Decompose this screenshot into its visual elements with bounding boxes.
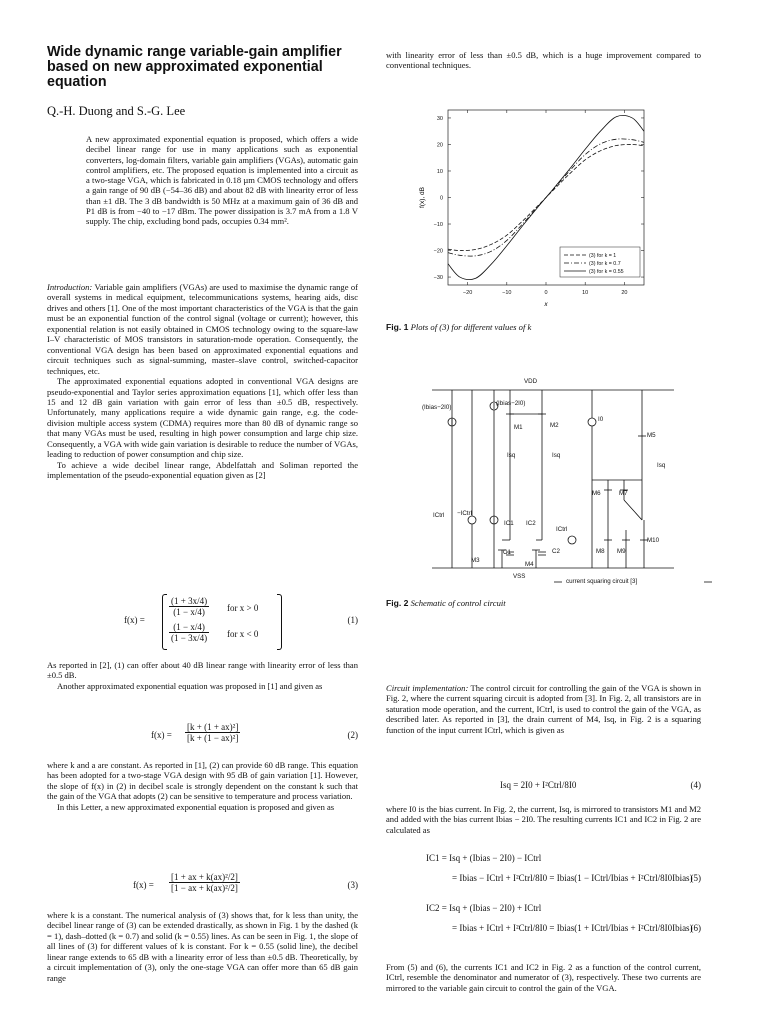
paragraph-after-eq3: where k is a constant. The numerical analysis of (3) shows that, for k less than unity, the decibel linear range of (3) can be extended drastically, as shown in Fig. 1 by the dashed (k = 1), dash–dotted (k = 0.7) and solid (k = 0.55) lines. As can be seen in Fig. 1, the slope of all lines of (3) for different values of k is constant. For k = 0.55 (solid line), the decibel linear range extends to 65 dB with a linearity error of less than ±0.5 dB. Theoretically, by a circuit implementation of (3), only the one-stage VGA can offer more than 65 dB gain range [47,910,358,983]
circuit-section [386,683,701,735]
label-m8: M8 [596,548,605,555]
label-m6: M6 [592,490,601,497]
transistor-m1 [506,390,514,450]
right-column-top-text: with linearity error of less than ±0.5 dB, which is a huge improvement compared to conventional techniques. [386,50,701,71]
circuit-paragraph-3: From (5) and (6), the currents IC1 and IC2 in Fig. 2 as a function of the control current, ICtrl, resemble the denominator and numerator of (3), respectively. These two currents are mirrored to the variable gain circuit to control the gain of the VGA. [386,962,701,993]
transistor-m10 [640,520,648,568]
fig1-y-tick-label: 20 [436,142,443,149]
body-after-eq1 [47,660,358,691]
eq5-line-2: = Ibias − ICtrl + I²Ctrl/8I0 = Ibias(1 − ICtrl/Ibias + I²Ctrl/8I0Ibias) [452,873,693,883]
fig1-y-tick-label: −10 [433,222,443,229]
fig1-legend-label: (3) for k = 0.55 [589,269,624,275]
intro-heading: Introduction: [47,282,93,292]
eq1-left-brace [162,594,167,650]
fig1-x-tick-label: 20 [621,290,628,296]
current-source-i0 [588,418,596,426]
equation-1 [47,594,358,650]
paper-title: Wide dynamic range variable-gain amplifier based on new approximated exponential equation [47,44,342,90]
eq1-case2-fraction: $\frac{(1 - x/4)}{(1 - 3x/4)}$ [171,622,208,643]
capacitor-c2 [538,450,546,555]
label-vdd: VDD [524,378,538,385]
eq2-lhs: f(x) = [151,730,172,740]
transistor-m2 [510,390,546,450]
fig2-caption-label: Fig. 2 [386,598,409,608]
intro-paragraph-3: To achieve a wide decibel linear range, Abdelfattah and Soliman reported the implementation of the pseudo-exponential equation given as [2] [47,459,358,481]
eq5-number: (5) [690,873,701,883]
fig1-caption-text: Plots of (3) for different values of k [410,322,532,332]
fig1-caption-label: Fig. 1 [386,322,409,332]
eq3-number: (3) [347,880,358,890]
equation-5 [386,853,701,895]
fig1-legend-label: (3) for k = 1 [589,253,617,259]
fig1-y-axis-label: f(x), dB [419,187,426,208]
paragraph-before-eq2: Another approximated exponential equation was proposed in [1] and given as [57,680,323,691]
body-after-eq3 [47,910,358,983]
label-m10: M10 [647,537,660,544]
fig1-legend-label: (3) for k = 0.7 [589,261,621,267]
label-neg-ictrl: −ICtrl [457,510,472,517]
label-m2: M2 [550,422,559,429]
label-ictrl-right: ICtrl [556,526,568,533]
eq1-case2-condition: for x < 0 [227,629,259,639]
equation-2 [47,722,358,752]
body-after-eq2 [47,760,358,812]
fig1-legend [560,247,640,277]
introduction-section [47,282,358,481]
label-m5: M5 [647,432,656,439]
fig1-x-axis-label: x [544,301,548,308]
eq1-case1-fraction: $\frac{(1 + 3x/4)}{(1 - x/4)}$ [171,596,208,617]
equation-3 [47,872,358,902]
fig1-caption [386,322,531,332]
label-ic1: IC1 [504,520,514,527]
eq1-number: (1) [347,615,358,625]
eq6-line-1: IC2 = Isq + (Ibias − 2I0) + ICtrl [426,903,542,913]
label-c1: C1 [503,549,511,556]
current-source-ictrl [468,516,476,524]
transistor-m4 [532,540,542,568]
transistor-m7 [620,480,628,500]
circuit-paragraph-2: where I0 is the bias current. In Fig. 2, the current, Isq, is mirrored to transistors M1 and M2 and added with the bias current Ibias − 2I0. The resulting currents IC1 and IC2 in Fig. 2 are calculated as [386,804,701,835]
eq6-number: (6) [690,923,701,933]
fig1-x-tick-label: −10 [502,290,512,296]
paragraph-after-eq2: where k and a are constant. As reported in [1], (2) can provide 60 dB range. This equation has been adopted for a two-stage VGA design with 95 dB of gain variation [1]. However, the slope of f(x) in (2) in decibel scale is strongly dependent on the constant k such that the gain of the VGA that adopts (2) can be sensitive to temperature and process variation. [47,760,358,802]
label-c2: C2 [552,548,560,555]
label-current-squaring-circuit: current squaring circuit [3] [566,578,638,585]
fig1-x-tick-label: 0 [544,290,548,296]
eq1-right-brace [277,594,282,650]
transistor-m8 [604,530,612,568]
label-m7: M7 [619,490,628,497]
eq1-lhs: f(x) = [124,615,145,625]
label-m9: M9 [617,548,626,555]
fig1-y-tick-label: 30 [436,115,443,122]
authors: Q.-H. Duong and S.-G. Lee [47,104,186,118]
eq3-lhs: f(x) = [133,880,154,890]
fig2-schematic [412,370,712,590]
transistor-m6 [604,480,612,500]
label-ictrl-left: ICtrl [433,512,445,519]
label-isq-m2: Isq [552,452,561,459]
transistor-m9 [622,530,630,568]
fig2-caption-text: Schematic of control circuit [410,598,506,608]
transistor-m5 [638,390,646,520]
intro-paragraph-2: The approximated exponential equations adopted in conventional VGA designs are pseudo-exponential and Taylor series approximation equations [1], which offer less than 15 and 12 dB gain variation with gain error of less than ±0.5 dB, respectively. Unfortunately, many applications require a wide dynamic gain range, e.g. the code-division multiple access system (CDMA) requires more than 80 dB of dynamic range so that many VGAs must be used, resulting in high power consumption and large chip size. Consequently, a VGA with wide gain variation is desirable to reduce the number of VGAs, leading to reduction of power consumption and chip size. [47,376,358,460]
eq4-text: Isq = 2I0 + I²Ctrl/8I0 [500,780,577,790]
eq3-fraction: $\frac{\text{[1 + ax + k(ax)²/2]}}{\text{[1 − ax + k(ax)²/2]}}$ [171,872,238,893]
fig1-y-tick-label: 0 [439,195,443,202]
equation-6 [386,903,701,945]
fig1-x-tick-label: 10 [582,290,589,296]
transistor-m3 [498,540,510,568]
eq4-number: (4) [690,780,701,790]
circuit-heading: Circuit implementation: [386,683,469,693]
label-ibias-minus-2i0-left: (Ibias−2I0) [422,404,452,411]
label-ic2: IC2 [526,520,536,527]
eq2-fraction: $\frac{\text{[k + (1 + ax)²]}}{\text{[k + (1 − ax)²]}}$ [187,722,239,743]
label-ibias-minus-2i0-middle: (Ibias−2I0) [496,400,526,407]
label-i0: I0 [598,416,604,423]
label-isq-m1: Isq [507,452,516,459]
label-isq-m5: Isq [657,462,666,469]
fig1-y-tick-label: 10 [436,168,443,175]
fig1-x-tick-label: −20 [462,290,473,296]
eq6-line-2: = Ibias + ICtrl + I²Ctrl/8I0 = Ibias(1 + ICtrl/Ibias + I²Ctrl/8I0Ibias) [452,923,693,933]
intro-paragraph-1: Variable gain amplifiers (VGAs) are used to maximise the dynamic range of overall systems in medical equipment, telecommunications systems, hearing aids, disc drives and others [1]. One of the most important characteristics of the VGA is that the gain must be an exponential function of the control signal (voltage or current); however, this exponential relation is not easily obtained in CMOS technology owing to the square-law I–V characteristic of MOS transistors in saturation-mode operation. Consequently, the conventional VGA design has been based on approximated exponential equations and circuit techniques such as signal-summing, master–slave control, switched-capacitor techniques, etc. [47,282,358,376]
eq2-number: (2) [347,730,358,740]
current-source-ictrl-right [568,536,576,544]
eq5-line-1: IC1 = Isq + (Ibias − 2I0) − ICtrl [426,853,542,863]
label-m3: M3 [471,557,480,564]
fig2-caption [386,598,506,608]
fig1-y-tick-label: −20 [433,248,443,255]
paragraph-after-eq1: As reported in [2], (1) can offer about 40 dB linear range with linearity error of less than ±0.5 dB. [47,660,358,681]
paragraph-before-eq3: In this Letter, a new approximated exponential equation is proposed and given as [57,801,335,812]
circuit-paragraph-1: The control circuit for controlling the gain of the VGA is shown in Fig. 2, where the current squaring circuit is adopted from [3]. In Fig. 2, all transistors are in saturation mode operation, and the current, ICtrl, is used to control the gain of the VGA, as described later. As reported in [3], the drain current of M4, Isq, in Fig. 2 is a squaring function of the input current ICtrl, which is given as [386,683,702,735]
label-m1: M1 [514,424,523,431]
label-vss: VSS [513,573,526,580]
eq1-case1-condition: for x > 0 [227,603,259,613]
fig1-y-tick-label: −30 [433,275,443,282]
capacitor-c1 [506,450,514,555]
abstract: A new approximated exponential equation is proposed, which offers a wide decibel linear range for use in many applications such as exponential converters, log-domain filters, variable gain amplifiers (VGAs), automatic gain control amplifiers, etc. The proposed equation is implemented into a circuit as a two-stage VGA, which is fabricated in 0.18 µm CMOS technology and offers a gain range of 90 dB (−54–36 dB) and about 82 dB with linearity error of less than ±1 dB. The 3 dB bandwidth is 50 MHz at a maximum gain of 36 dB and P1 dB is from −40 to −17 dBm. The power dissipation is 3.7 mA from a 1.8 V supply. The chip, excluding bond pads, occupies 0.34 mm². [86,134,358,226]
label-m4: M4 [525,561,534,568]
equation-4 [386,780,701,794]
fig1-chart [412,100,712,320]
